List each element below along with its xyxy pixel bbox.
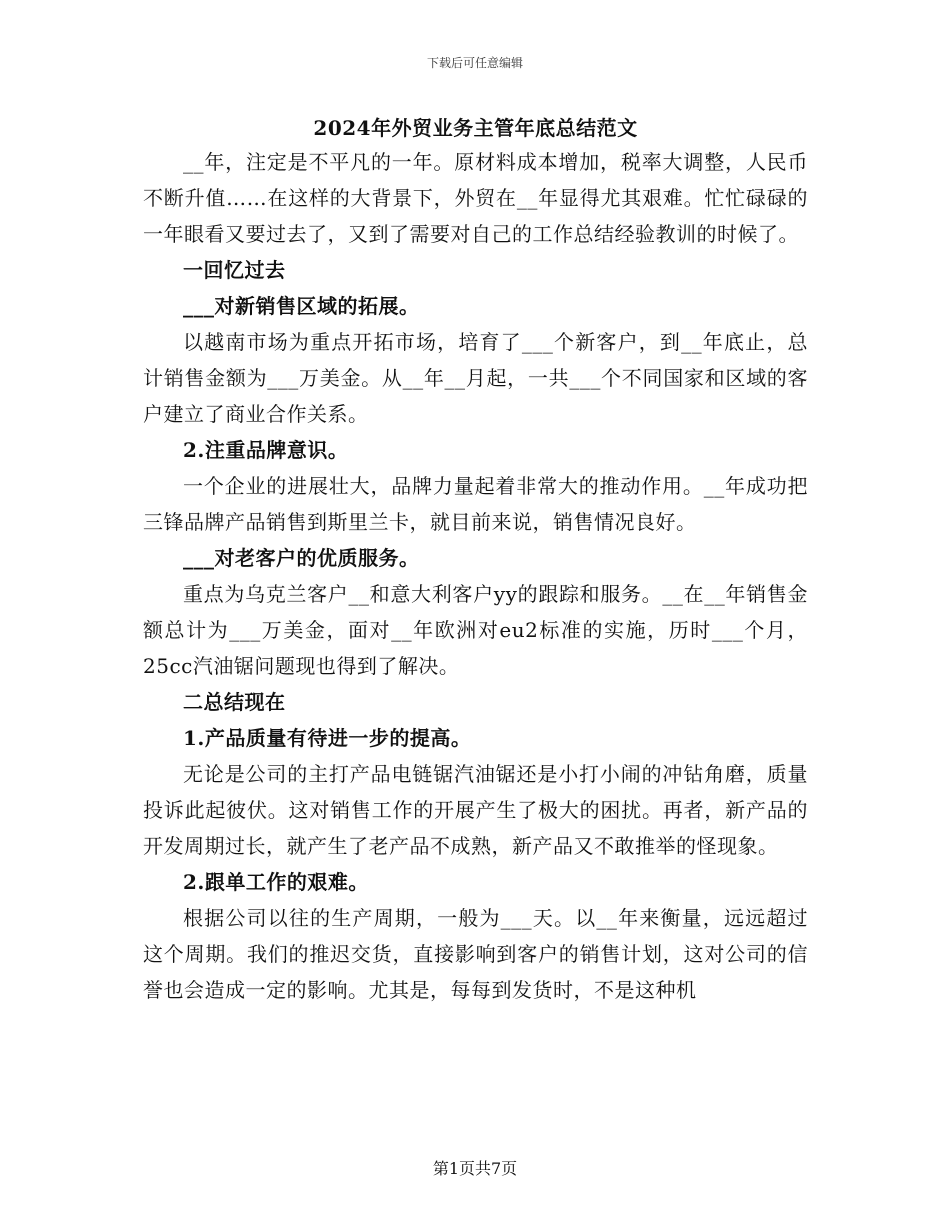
- paragraph-old-customers: 重点为乌克兰客户__和意大利客户yy的跟踪和服务。__在__年销售金额总计为___万美金，面对__年欧洲对eu2标准的实施，历时___个月，25cc汽油锯问题现也得到了解决。: [143, 582, 808, 678]
- document-body: [143, 112, 808, 1008]
- document-title: 2024年外贸业务主管年底总结范文: [313, 116, 638, 140]
- page-number: 第1页共7页: [432, 1159, 518, 1178]
- subheading-old-customers: ___对老客户的优质服务。: [183, 546, 420, 570]
- subheading-order-followup: 2.跟单工作的艰难。: [183, 870, 369, 894]
- subheading-product-quality: 1.产品质量有待进一步的提高。: [183, 726, 472, 750]
- section-heading-review-past: 一回忆过去: [183, 258, 286, 282]
- subheading-brand-awareness: 2.注重品牌意识。: [183, 438, 349, 462]
- paragraph-brand: 一个企业的进展壮大，品牌力量起着非常大的推动作用。__年成功把三锋品牌产品销售到斯里兰卡，就目前来说，销售情况良好。: [143, 474, 808, 534]
- header-note: 下载后可任意编辑: [426, 56, 523, 70]
- paragraph-vietnam-market: 以越南市场为重点开拓市场，培育了___个新客户，到__年底止，总计销售金额为___万美金。从__年__月起，一共___个不同国家和区域的客户建立了商业合作关系。: [143, 330, 808, 426]
- paragraph-product-quality: 无论是公司的主打产品电链锯汽油锯还是小打小闹的冲钻角磨，质量投诉此起彼伏。这对销售工作的开展产生了极大的困扰。再者，新产品的开发周期过长，就产生了老产品不成熟，新产品又不敢推举的怪现象。: [143, 762, 808, 858]
- paragraph-intro: __年，注定是不平凡的一年。原材料成本增加，税率大调整，人民币不断升值……在这样的大背景下，外贸在__年显得尤其艰难。忙忙碌碌的一年眼看又要过去了，又到了需要对自己的工作总结经验教训的时候了。: [143, 150, 808, 246]
- subheading-new-regions: ___对新销售区域的拓展。: [183, 294, 420, 318]
- section-heading-summary-present: 二总结现在: [183, 690, 286, 714]
- paragraph-order-followup: 根据公司以往的生产周期，一般为___天。以__年来衡量，远远超过这个周期。我们的推迟交货，直接影响到客户的销售计划，这对公司的信誉也会造成一定的影响。尤其是，每每到发货时，不是这种机: [143, 906, 808, 1002]
